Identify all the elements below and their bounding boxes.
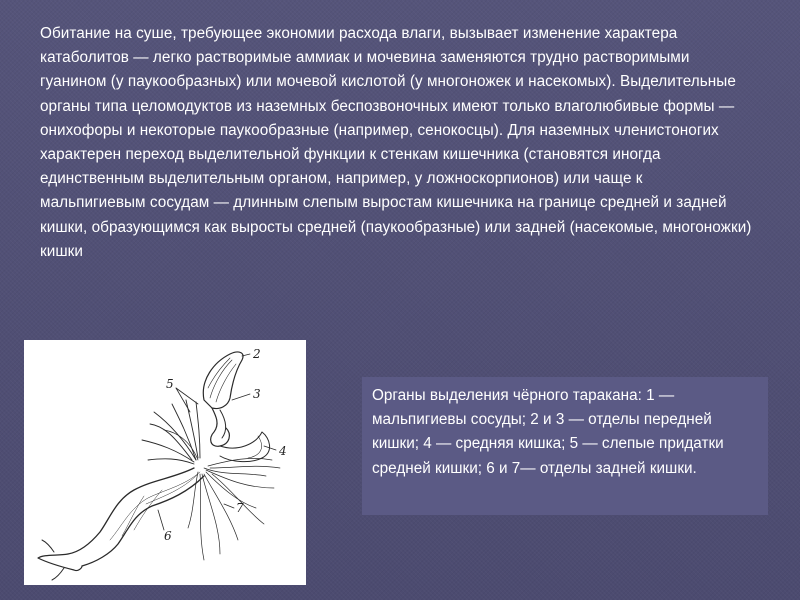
figure-label-6: 6 <box>164 529 172 543</box>
figure-label-3: 3 <box>253 387 261 401</box>
anatomy-drawing <box>24 340 306 585</box>
figure-label-7: 7 <box>236 501 244 515</box>
figure-label-5: 5 <box>166 377 174 391</box>
figure-label-2: 2 <box>253 347 261 361</box>
figure-label-4: 4 <box>279 444 287 458</box>
main-paragraph: Обитание на суше, требующее экономии расхода влаги, вызывает изменение характера катаболитов — легко растворимые аммиак и мочевина заменяются трудно растворимыми гуанином (у паукообразных) или мочевой кислотой (у многоножек и насекомых). Выделительные органы типа целомодуктов из наземных беспозвоночных имеют только влаголюбивые формы — онихофоры и некоторые паукообразные (например, сенокосцы). Для наземных членистоногих характерен переход выделительной функции к стенкам кишечника (становятся иногда единственным выделительным органом, например, у ложноскорпионов) или чаще к мальпигиевым сосудам — длинным слепым выростам кишечника на границе средней и задней кишки, образующимся как выросты средней (паукообразные) или задней (насекомые, многоножки) кишки <box>40 25 752 260</box>
figure-caption: Органы выделения чёрного таракана: 1 — мальпигиевы сосуды; 2 и 3 — отделы передней кишки; 4 — средняя кишка; 5 — слепые придатки средней кишки; 6 и 7— отделы задней кишки. <box>372 387 724 477</box>
figure-caption-box <box>362 377 768 515</box>
cockroach-excretory-organs-figure <box>24 340 306 585</box>
